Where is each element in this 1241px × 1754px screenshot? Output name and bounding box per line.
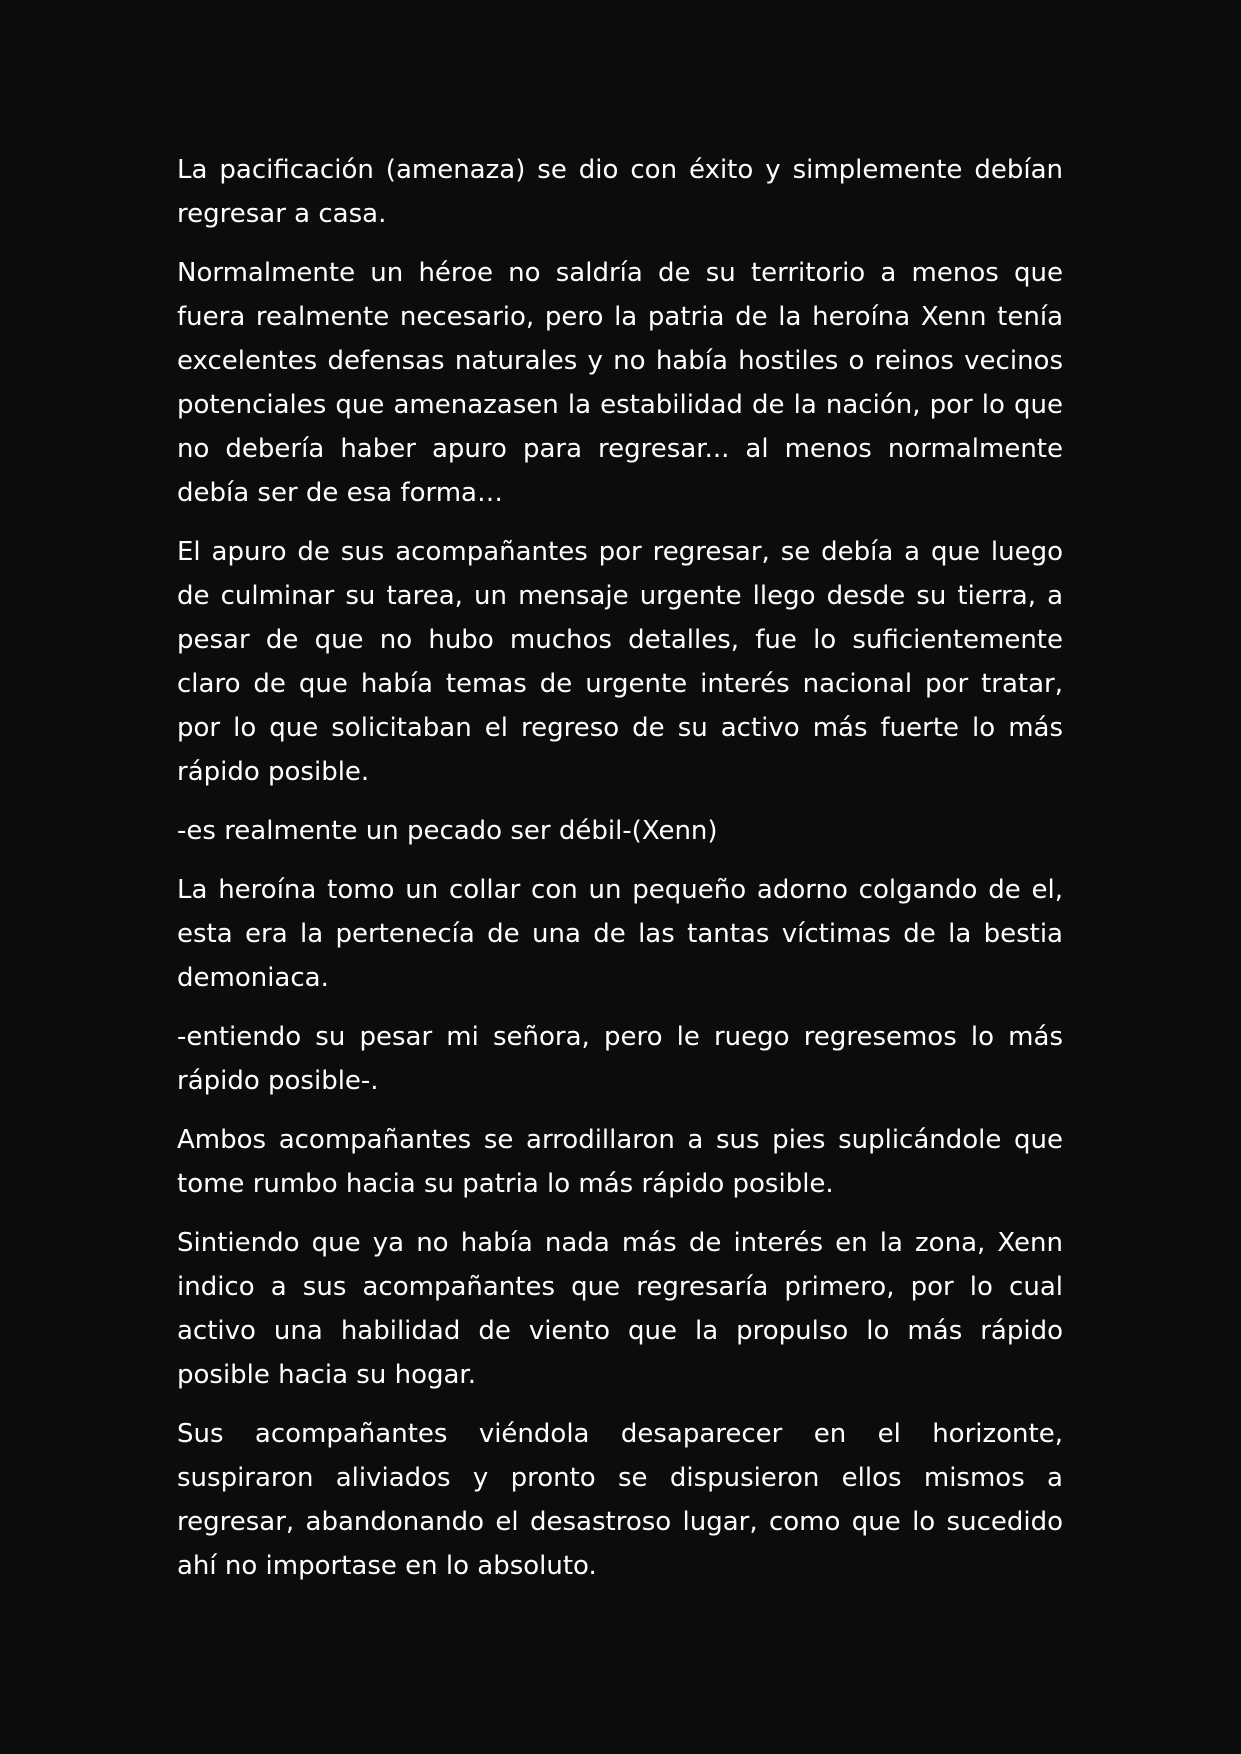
paragraph: La pacificación (amenaza) se dio con éxito y simplemente debían regresar a casa. bbox=[177, 155, 1063, 229]
paragraph: La heroína tomo un collar con un pequeño adorno colgando de el, esta era la pertenecía de una de las tantas víctimas de la bestia demoniaca. bbox=[177, 875, 1063, 993]
paragraph: -es realmente un pecado ser débil-(Xenn) bbox=[177, 816, 718, 846]
paragraph: Sus acompañantes viéndola desaparecer en el horizonte, suspiraron aliviados y pronto se dispusieron ellos mismos a regresar, abandonando el desastroso lugar, como que lo sucedido ahí no importase en lo absoluto. bbox=[177, 1419, 1063, 1581]
document-page bbox=[177, 148, 1063, 1603]
paragraph: -entiendo su pesar mi señora, pero le ruego regresemos lo más rápido posible-. bbox=[177, 1022, 1063, 1096]
paragraph: Ambos acompañantes se arrodillaron a sus pies suplicándole que tome rumbo hacia su patria lo más rápido posible. bbox=[177, 1125, 1063, 1199]
paragraph: Sintiendo que ya no había nada más de interés en la zona, Xenn indico a sus acompañantes que regresaría primero, por lo cual activo una habilidad de viento que la propulso lo más rápido posible hacia su hogar. bbox=[177, 1228, 1063, 1390]
paragraph: Normalmente un héroe no saldría de su territorio a menos que fuera realmente necesario, pero la patria de la heroína Xenn tenía excelentes defensas naturales y no había hostiles o reinos vecinos potenciales que amenazasen la estabilidad de la nación, por lo que no debería haber apuro para regresar... al menos normalmente debía ser de esa forma… bbox=[177, 258, 1063, 508]
paragraph: El apuro de sus acompañantes por regresar, se debía a que luego de culminar su tarea, un mensaje urgente llego desde su tierra, a pesar de que no hubo muchos detalles, fue lo suficientemente claro de que había temas de urgente interés nacional por tratar, por lo que solicitaban el regreso de su activo más fuerte lo más rápido posible. bbox=[177, 537, 1063, 787]
